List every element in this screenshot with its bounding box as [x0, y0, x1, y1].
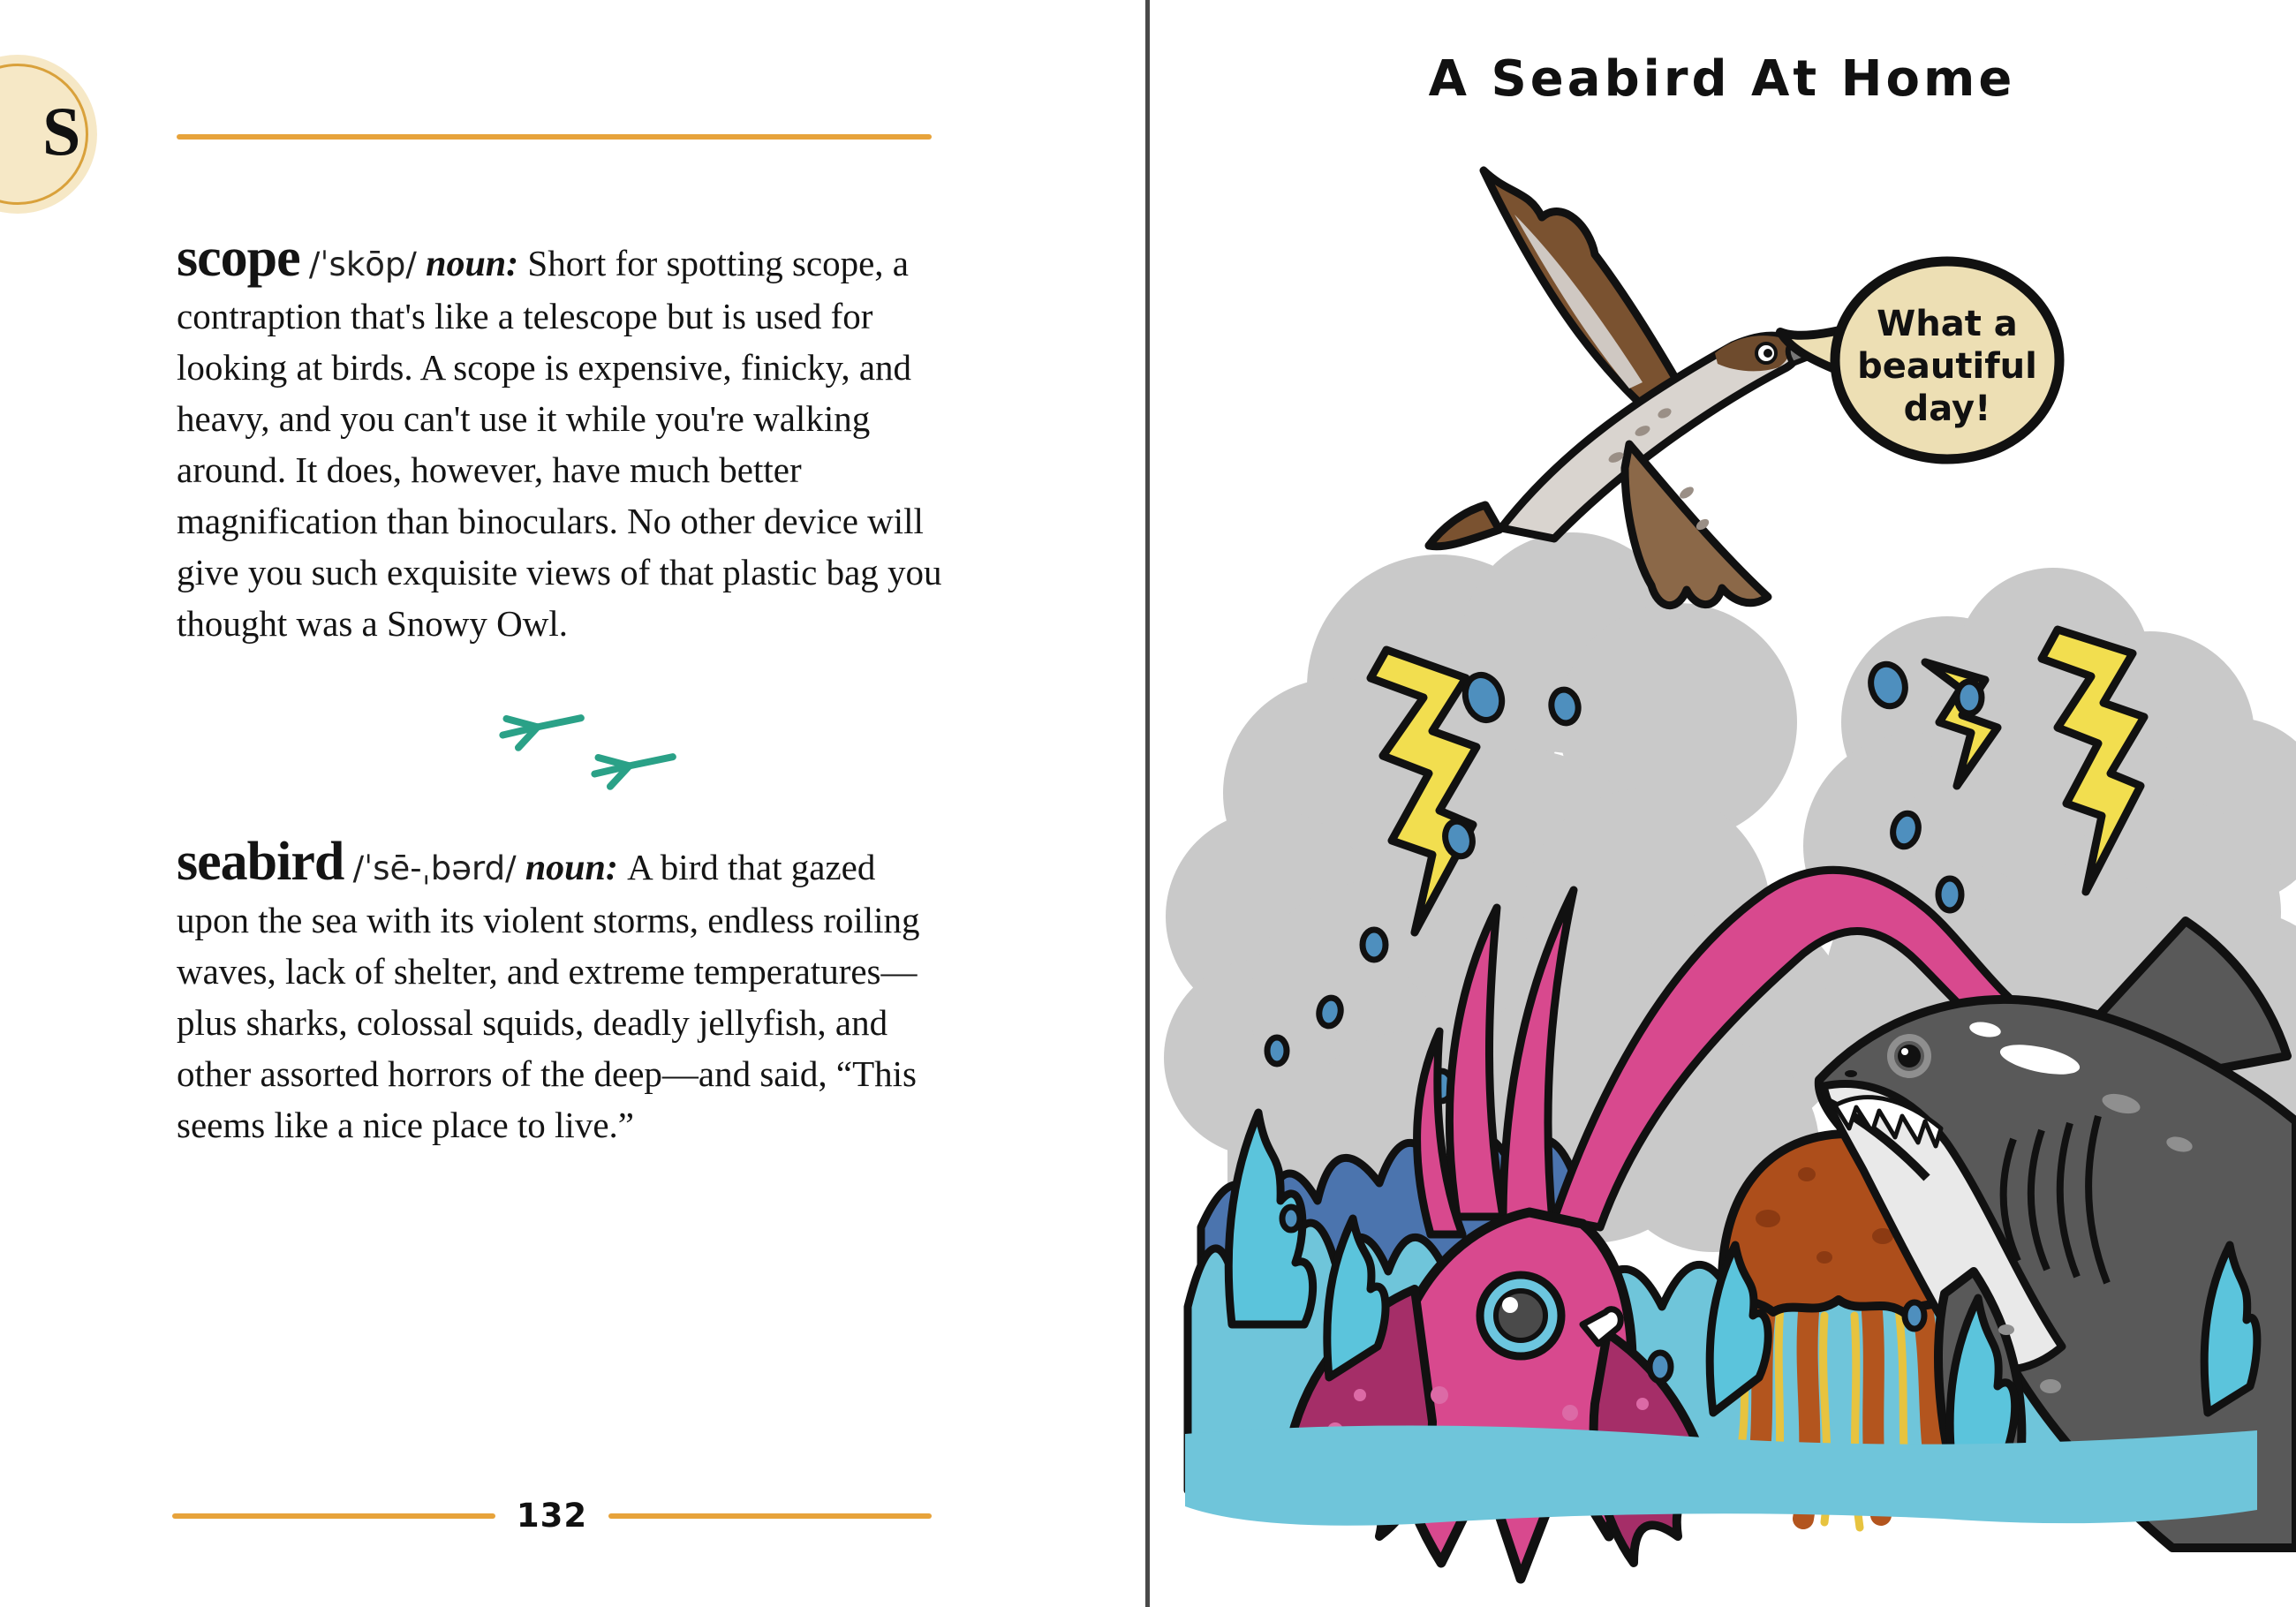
flying-seabird-icon — [1429, 170, 1833, 606]
speech-bubble-line2: beautiful — [1857, 346, 2037, 387]
speech-bubble-line3: day! — [1903, 389, 1991, 429]
definition-seabird: A bird that gazed upon the sea with its violent storms, endless roiling waves, lack of shelter, and extreme temperatures—plus sharks, colossal squids, deadly jellyfish, and other assorted horrors of the deep—and said, “This seems like a nice place to live.” — [177, 847, 920, 1145]
illustration-title: A Seabird At Home — [1428, 50, 2016, 108]
part-of-speech-seabird: noun: — [525, 848, 618, 888]
dictionary-entry-scope — [177, 228, 954, 649]
pronunciation-scope: /ˈskōp/ — [308, 245, 417, 283]
page-number: 132 — [516, 1497, 588, 1535]
speech-bubble-line1: What a — [1877, 304, 2018, 344]
page-number-rule-left — [172, 1513, 495, 1519]
definition-scope: Short for spotting scope, a contraption that's like a telescope but is used for looking at birds. A scope is expensive, finicky, and heavy, and you can't use it while you're walking around. It does, however, have much better magnification than binoculars. No other device will give you such exquisite views of that plastic bag you thought was a Snowy Owl. — [177, 243, 942, 644]
top-rule — [177, 134, 932, 140]
part-of-speech-scope: noun: — [426, 244, 519, 284]
speech-bubble — [1780, 261, 2059, 459]
seabird-illustration — [1148, 113, 2296, 1607]
dictionary-entry-seabird — [177, 832, 954, 1151]
page-number-rule-right — [608, 1513, 932, 1519]
bird-footprints-divider — [484, 687, 689, 791]
letter-tab-letter: S — [42, 93, 81, 170]
sea-bottom — [1185, 1425, 2257, 1525]
footprint-icon — [502, 711, 676, 788]
pagination — [172, 1497, 932, 1535]
headword-scope: scope — [177, 228, 300, 288]
letter-tab — [0, 55, 97, 214]
pronunciation-seabird: /ˈsē-ˌbərd/ — [352, 849, 517, 887]
headword-seabird: seabird — [177, 832, 344, 892]
